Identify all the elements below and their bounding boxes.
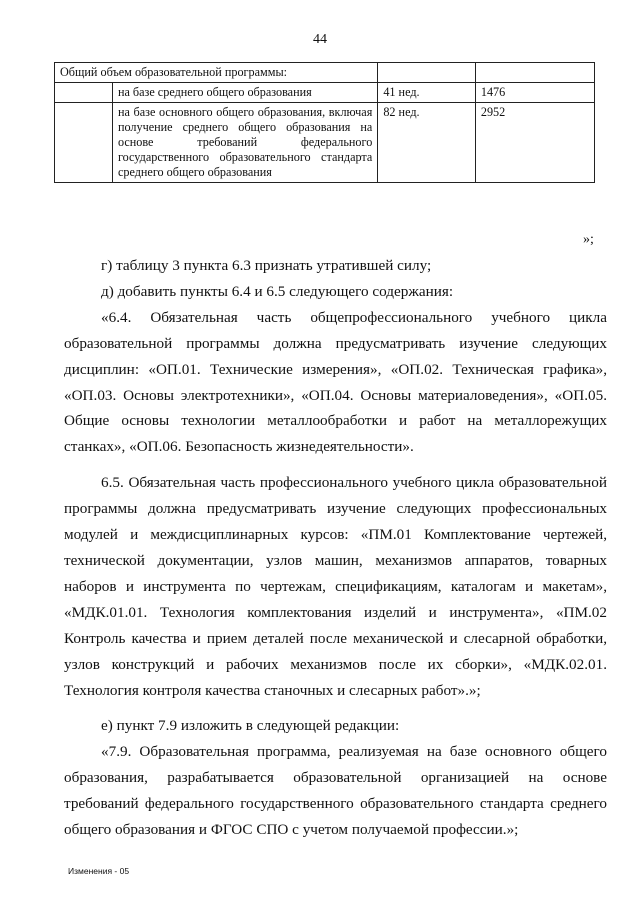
paragraph-clause-6-4: «6.4. Обязательная часть общепрофессионального учебного цикла образовательной программы должна предусматривать изучение следующих дисциплин: «ОП.01. Технические измерения», «ОП.02. Техническая графика», «ОП.03. Основы электротехники», «ОП.04. Основы материаловедения», «ОП.05. Общие основы технологии металлообработки и работ на металлорежущих станках», «ОП.06. Безопасность жизнедеятельности». — [64, 308, 607, 456]
table-header-cell: Общий объем образовательной программы: — [55, 63, 378, 83]
table-row-label: на базе среднего общего образования — [112, 83, 377, 103]
document-body — [64, 253, 607, 843]
table-row — [55, 83, 595, 103]
table-header-row — [55, 63, 595, 83]
table-row-hours: 1476 — [475, 83, 594, 103]
table-row-label: на базе основного общего образования, включая получение среднего общего образования на основе требований федерального государственного образовательного стандарта среднего общего образования — [112, 103, 377, 183]
table-row-weeks: 41 нед. — [378, 83, 476, 103]
page-footer: Изменения - 05 — [68, 866, 130, 876]
paragraph-item-g: г) таблицу 3 пункта 6.3 признать утратившей силу; — [101, 257, 432, 274]
table-row — [55, 103, 595, 183]
table-row-weeks: 82 нед. — [378, 103, 476, 183]
table-header-empty-cell — [378, 63, 476, 83]
paragraph-item-e: е) пункт 7.9 изложить в следующей редакции: — [101, 717, 400, 735]
table-header-empty-cell — [475, 63, 594, 83]
table-row-hours: 2952 — [475, 103, 594, 183]
paragraph-clause-6-5: 6.5. Обязательная часть профессионального учебного цикла образовательной программы должна предусматривать изучение следующих профессиональных модулей и междисциплинарных курсов: «ПМ.01 Комплектование чертежей, технической документации, узлов машин, механизмов аппаратов, товарных наборов и инструмента по чертежам, спецификациям, каталогам и макетам», «МДК.01.01. Технология комплектования изделий и инструмента», «ПМ.02 Контроль качества и прием деталей после механической и слесарной обработки, узлов конструкций и рабочих механизмов после их сборки», «МДК.02.01. Технология контроля качества станочных и слесарных работ».»; — [64, 474, 607, 699]
table-empty-cell — [55, 103, 113, 183]
page-number: 44 — [313, 32, 327, 47]
table-closing-quote: »; — [583, 232, 594, 247]
paragraph-clause-7-9: «7.9. Образовательная программа, реализуемая на базе основного общего образования, разрабатывается образовательной организацией на основе требований федерального государственного образовательного стандарта среднего общего образования и ФГОС СПО с учетом получаемой профессии.»; — [64, 743, 607, 839]
paragraph-item-d: д) добавить пункты 6.4 и 6.5 следующего содержания: — [101, 282, 454, 300]
table-empty-cell — [55, 83, 113, 103]
program-volume-table — [54, 62, 595, 183]
